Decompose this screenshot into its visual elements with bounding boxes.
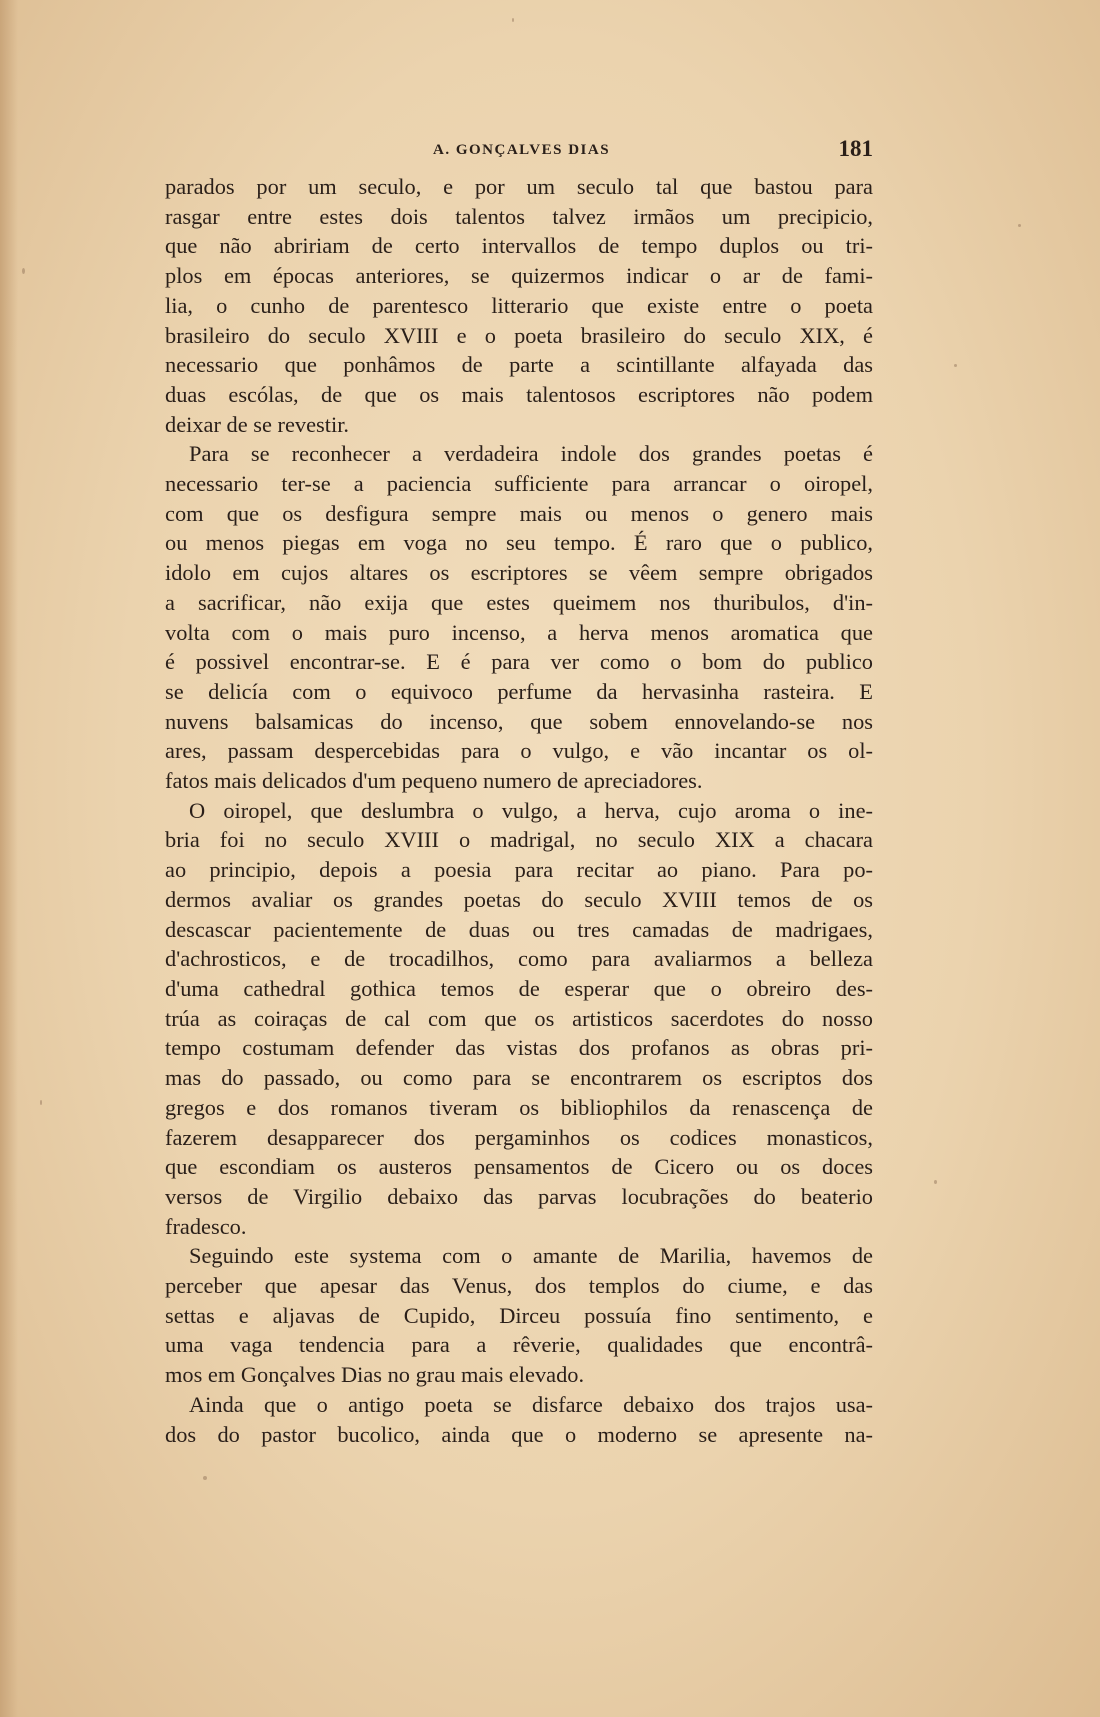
paper-speck: [934, 1180, 937, 1184]
running-head: [165, 128, 873, 164]
text-line: que escondiam os austeros pensamentos de Cicero ou os doces: [165, 1154, 873, 1180]
text-line: que não abririam de certo intervallos de tempo duplos ou tri-: [165, 233, 873, 259]
text-line: nuvens balsamicas do incenso, que sobem ennovelando-se nos: [165, 708, 873, 734]
text-line: fatos mais delicados d'um pequeno numero de apreciadores.: [165, 768, 703, 794]
text-line: bria foi no seculo XVIII o madrigal, no seculo XIX a chacara: [165, 827, 873, 853]
text-line: rasgar entre estes dois talentos talvez irmãos um precipicio,: [165, 203, 873, 229]
running-title: A. GONÇALVES DIAS: [433, 142, 611, 158]
paragraph-start-line: Seguindo este systema com o amante de Marilia, havemos de: [189, 1243, 873, 1269]
text-line: gregos e dos romanos tiveram os bibliophilos da renascença de: [165, 1094, 873, 1120]
paper-speck: [1018, 224, 1021, 227]
text-line: d'achrosticos, e de trocadilhos, como para avaliarmos a belleza: [165, 946, 873, 972]
paper-speck: [954, 364, 957, 367]
text-line: é possivel encontrar-se. E é para ver como o bom do publico: [165, 649, 873, 675]
paper-speck: [40, 1100, 42, 1105]
body-text: [165, 172, 873, 1449]
text-line: d'uma cathedral gothica temos de esperar que o obreiro des-: [165, 975, 873, 1001]
text-line: brasileiro do seculo XVIII e o poeta brasileiro do seculo XIX, é: [165, 322, 873, 348]
page-number: 181: [838, 136, 873, 161]
text-line: volta com o mais puro incenso, a herva menos aromatica que: [165, 619, 873, 645]
text-line: com que os desfigura sempre mais ou menos o genero mais: [165, 500, 873, 526]
paragraph-start-line: Para se reconhecer a verdadeira indole dos grandes poetas é: [189, 441, 873, 467]
text-line: duas escólas, de que os mais talentosos escriptores não podem: [165, 381, 873, 407]
text-line: descascar pacientemente de duas ou tres camadas de madrigaes,: [165, 916, 873, 942]
text-line: a sacrificar, não exija que estes queimem nos thuribulos, d'in-: [165, 589, 873, 615]
text-line: ou menos piegas em voga no seu tempo. É raro que o publico,: [165, 530, 873, 556]
paper-speck: [22, 268, 25, 274]
text-line: dermos avaliar os grandes poetas do seculo XVIII temos de os: [165, 886, 873, 912]
text-line: parados por um seculo, e por um seculo tal que bastou para: [165, 174, 873, 199]
text-line: ares, passam despercebidas para o vulgo, e vão incantar os ol-: [165, 738, 873, 764]
text-line: necessario ter-se a paciencia sufficiente para arrancar o oiropel,: [165, 471, 873, 497]
paragraph-start-line: Ainda que o antigo poeta se disfarce debaixo dos trajos usa-: [189, 1391, 873, 1417]
text-line: dos do pastor bucolico, ainda que o moderno se apresente na-: [165, 1421, 873, 1447]
text-line: ao principio, depois a poesia para recitar ao piano. Para po-: [165, 857, 873, 883]
text-line: necessario que ponhâmos de parte a scintillante alfayada das: [165, 352, 873, 378]
paper-speck: [512, 18, 514, 22]
text-line: trúa as coiraças de cal com que os artisticos sacerdotes do nosso: [165, 1005, 873, 1031]
text-line: versos de Virgilio debaixo das parvas locubrações do beaterio: [165, 1183, 873, 1209]
text-line: fazerem desapparecer dos pergaminhos os codices monasticos,: [165, 1124, 873, 1150]
text-line: uma vaga tendencia para a rêverie, qualidades que encontrâ-: [165, 1332, 873, 1358]
page-edge-shadow: [0, 0, 18, 1717]
text-line: se delicía com o equivoco perfume da hervasinha rasteira. E: [165, 678, 873, 704]
text-line: idolo em cujos altares os escriptores se vêem sempre obrigados: [165, 560, 873, 586]
text-line: tempo costumam defender das vistas dos profanos as obras pri-: [165, 1035, 873, 1061]
text-line: deixar de se revestir.: [165, 411, 350, 437]
text-line: mas do passado, ou como para se encontrarem os escriptos dos: [165, 1065, 873, 1091]
text-line: mos em Gonçalves Dias no grau mais elevado.: [165, 1362, 585, 1388]
text-line: plos em épocas anteriores, se quizermos indicar o ar de fami-: [165, 263, 873, 289]
text-line: lia, o cunho de parentesco litterario que existe entre o poeta: [165, 292, 873, 318]
text-line: fradesco.: [165, 1213, 247, 1239]
paper-speck: [203, 1476, 207, 1480]
text-line: perceber que apesar das Venus, dos templos do ciume, e das: [165, 1273, 873, 1299]
paragraph-start-line: O oiropel, que deslumbra o vulgo, a herva, cujo aroma o ine-: [189, 797, 873, 823]
book-page: [165, 128, 873, 1449]
text-line: settas e aljavas de Cupido, Dirceu possuía fino sentimento, e: [165, 1302, 873, 1328]
